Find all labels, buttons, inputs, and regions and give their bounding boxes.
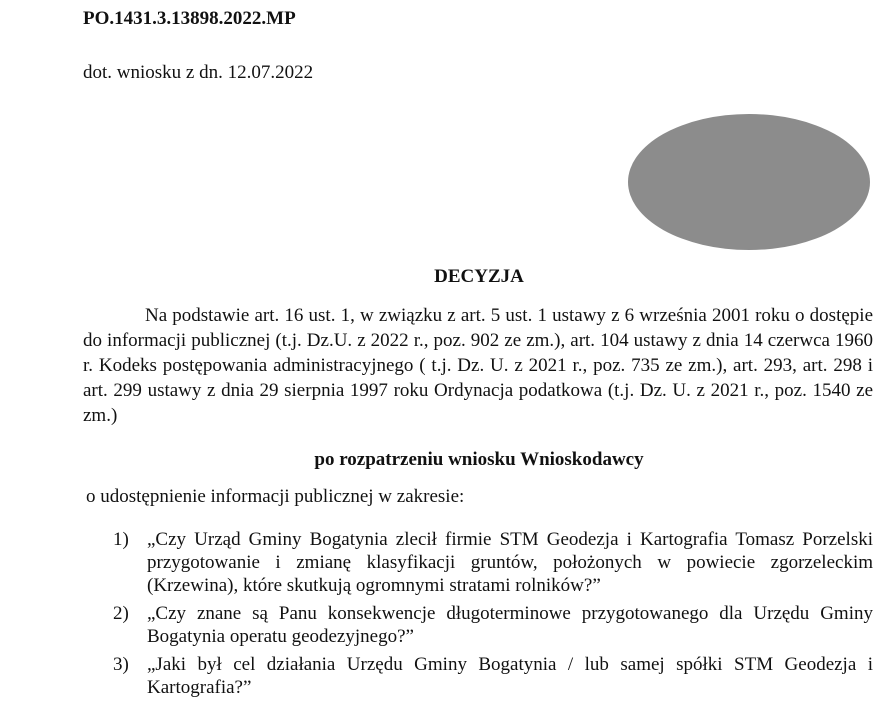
case-number: PO.1431.3.13898.2022.MP xyxy=(83,8,296,29)
scope-intro: o udostępnienie informacji publicznej w zakresie: xyxy=(86,486,465,507)
after-review-heading: po rozpatrzeniu wniosku Wnioskodawcy xyxy=(314,449,644,470)
question-item xyxy=(113,528,873,597)
request-reference: dot. wniosku z dn. 12.07.2022 xyxy=(83,62,314,83)
question-number: 2) xyxy=(113,603,129,624)
legal-basis-paragraph xyxy=(83,303,873,428)
question-text: „Czy Urząd Gminy Bogatynia zlecił firmie STM Geodezja i Kartografia Tomasz Porzelski przygotowanie i zmianę klasyfikacji gruntów, położonych w powiecie zgorzeleckim (Krzewina), które skutkują ogromnymi stratami rolników?” xyxy=(147,529,873,596)
question-item xyxy=(113,602,873,648)
question-text: „Czy znane są Panu konsekwencje długoterminowe przygotowanego dla Urzędu Gminy Bogatynia operatu geodezyjnego?” xyxy=(147,603,873,647)
question-number: 1) xyxy=(113,529,129,550)
questions-list xyxy=(113,528,873,704)
redaction-oval xyxy=(628,114,870,250)
question-item xyxy=(113,653,873,699)
question-text: „Jaki był cel działania Urzędu Gminy Bogatynia / lub samej spółki STM Geodezja i Kartografia?” xyxy=(147,654,873,698)
legal-basis-text: Na podstawie art. 16 ust. 1, w związku z art. 5 ust. 1 ustawy z 6 września 2001 roku o dostępie do informacji publicznej (t.j. Dz.U. z 2022 r., poz. 902 ze zm.), art. 104 ustawy z dnia 14 czerwca 1960 r. Kodeks postępowania administracyjnego ( t.j. Dz. U. z 2021 r., poz. 735 ze zm.), art. 293, art. 298 i art. 299 ustawy z dnia 29 sierpnia 1997 roku Ordynacja podatkowa (t.j. Dz. U. z 2021 r., poz. 1540 ze zm.) xyxy=(83,305,873,426)
decision-title: DECYZJA xyxy=(434,266,524,287)
redacted-stamp-icon xyxy=(626,112,872,252)
question-number: 3) xyxy=(113,654,129,675)
